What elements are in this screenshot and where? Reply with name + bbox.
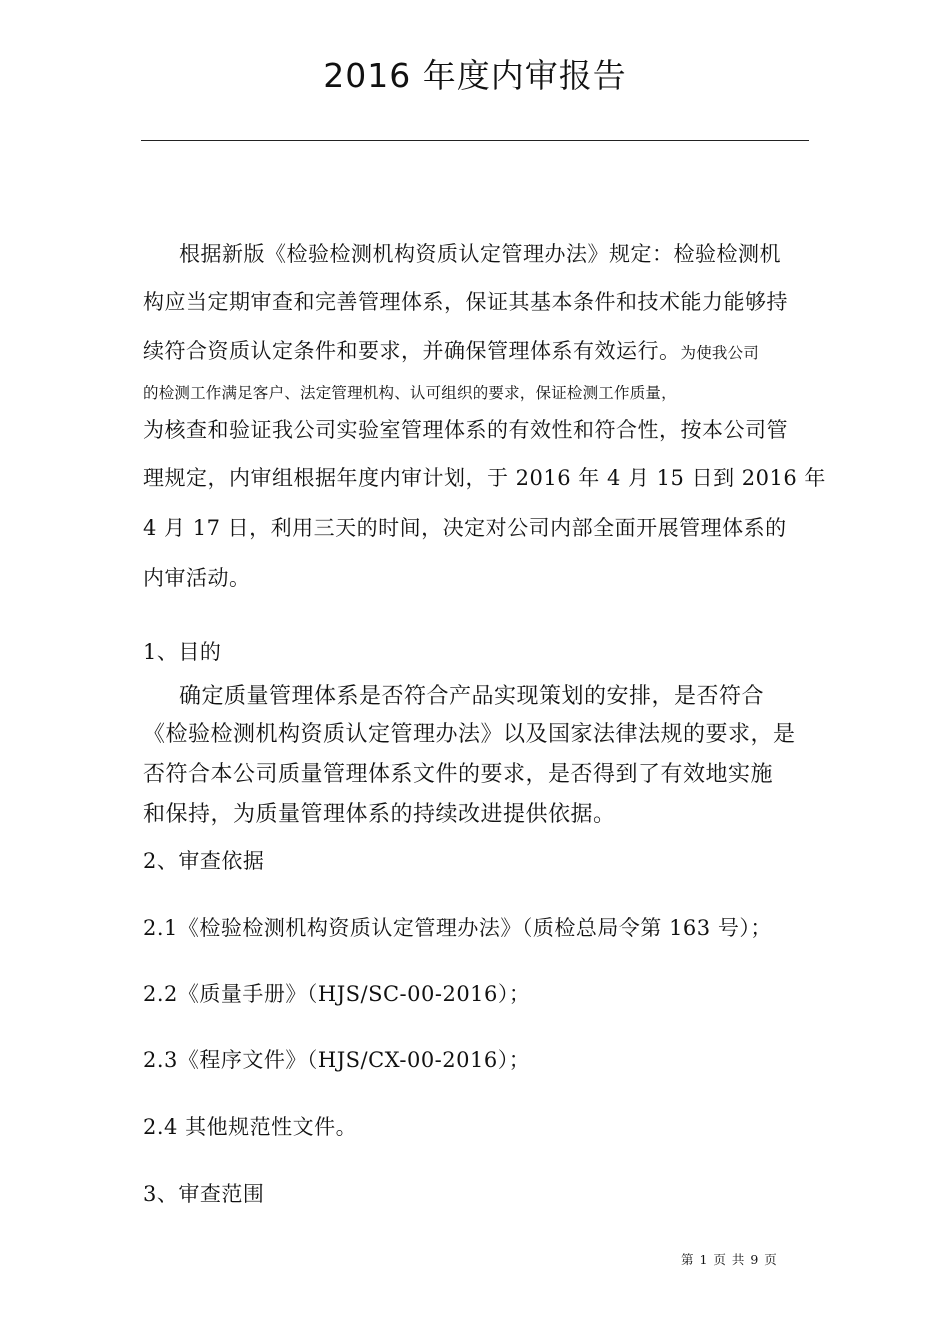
section-3-heading: 3、审查范围 bbox=[143, 1182, 265, 1206]
section-1-line-4: 和保持，为质量管理体系的持续改进提供依据。 bbox=[143, 802, 616, 827]
section-2-item-3: 2.3《程序文件》（HJS/CX-00-2016）； bbox=[143, 1048, 531, 1072]
intro-line-1: 根据新版《检验检测机构资质认定管理办法》规定：检验检测机 bbox=[179, 242, 781, 266]
page-title: 2016 年度内审报告 bbox=[323, 56, 627, 95]
intro-line-5: 为核查和验证我公司实验室管理体系的有效性和符合性，按本公司管 bbox=[143, 418, 788, 442]
section-2-item-1: 2.1《检验检测机构资质认定管理办法》（质检总局令第 163 号）； bbox=[143, 916, 772, 940]
intro-line-3 bbox=[143, 331, 809, 373]
title-divider bbox=[141, 140, 809, 141]
intro-line-3-small: 为使我公司 bbox=[680, 344, 760, 362]
section-1-heading: 1、目的 bbox=[143, 640, 222, 664]
intro-line-3-main: 续符合资质认定条件和要求，并确保管理体系有效运行。 bbox=[143, 339, 681, 363]
page-footer: 第 1 页 共 9 页 bbox=[681, 1252, 778, 1267]
section-1-line-2: 《检验检测机构资质认定管理办法》以及国家法律法规的要求，是 bbox=[143, 722, 796, 747]
intro-line-6: 理规定，内审组根据年度内审计划，于 2016 年 4 月 15 日到 2016 年 bbox=[143, 466, 826, 490]
section-1-line-1: 确定质量管理体系是否符合产品实现策划的安排，是否符合 bbox=[179, 684, 765, 709]
section-2-item-4: 2.4 其他规范性文件。 bbox=[143, 1115, 358, 1139]
intro-line-2: 构应当定期审查和完善管理体系，保证其基本条件和技术能力能够持 bbox=[143, 290, 788, 314]
section-1-line-3: 否符合本公司质量管理体系文件的要求，是否得到了有效地实施 bbox=[143, 762, 774, 787]
intro-line-4: 的检测工作满足客户、法定管理机构、认可组织的要求，保证检测工作质量， bbox=[143, 384, 677, 402]
section-2-heading: 2、审查依据 bbox=[143, 849, 265, 873]
section-2-item-2: 2.2《质量手册》（HJS/SC-00-2016）； bbox=[143, 982, 531, 1006]
intro-line-7: 4 月 17 日，利用三天的时间，决定对公司内部全面开展管理体系的 bbox=[143, 516, 787, 540]
intro-line-8: 内审活动。 bbox=[143, 566, 251, 590]
